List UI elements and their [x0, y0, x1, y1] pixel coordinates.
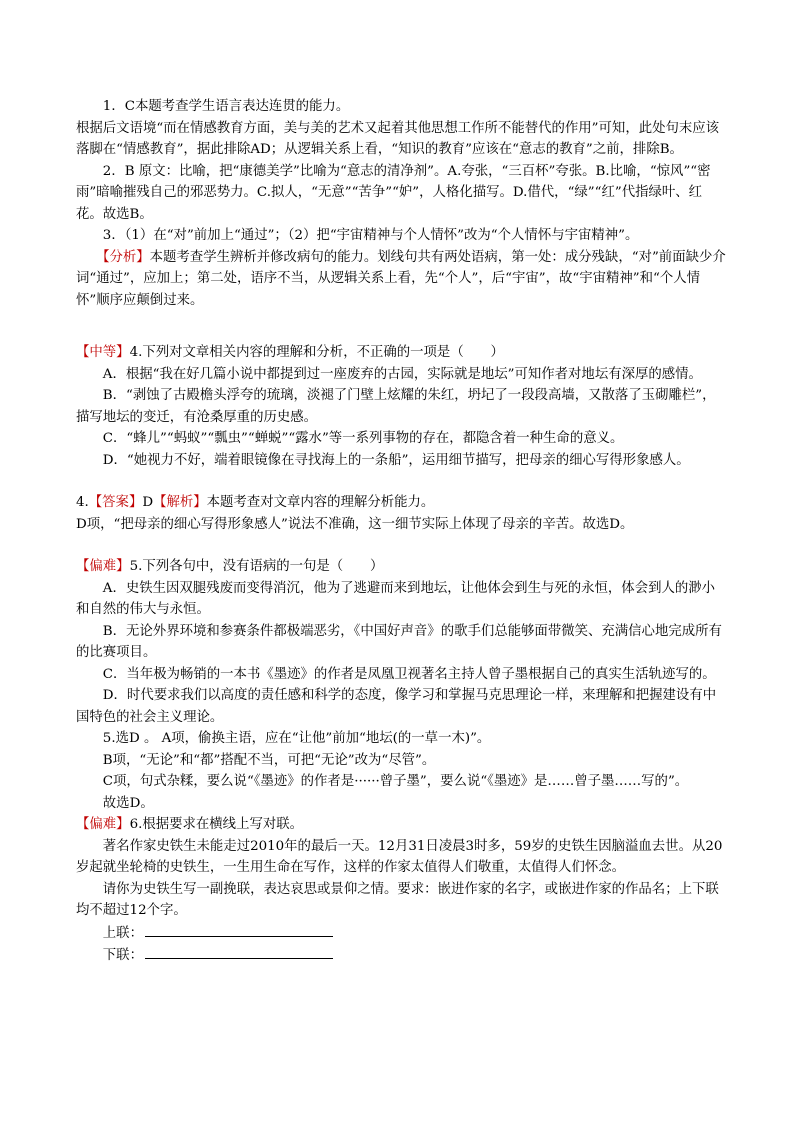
q5-option-b: B．无论外界环境和参赛条件都极端恶劣，《中国好声音》的歌手们总能够面带微笑、充满信心地完成所有的比赛项目。 [76, 623, 722, 660]
q1-letter: C [124, 99, 135, 114]
q2-number: 2． [102, 163, 125, 179]
q5-explain-c: C项，句式杂糅，要么说“《墨迹》的作者是······曾子墨”，要么说“《墨迹》是……曾子墨……写的”。 [102, 774, 689, 789]
q6-paragraph-2: 请你为史铁生写一副挽联，表达哀思或景仰之情。要求：嵌进作家的名字，或嵌进作家的作品名；上下联均不超过12个字。 [76, 881, 719, 918]
q5-conclusion: 故选D。 [102, 795, 154, 811]
q4-analysis-text: 本题考查对文章内容的理解分析能力。 [206, 495, 435, 510]
upper-couplet-blank[interactable] [145, 922, 333, 937]
q4-option-c: C．“蜂儿”“蚂蚁”“瓢虫”“蝉蜕”“露水”等一系列事物的存在，都隐含着一种生命的意义。 [102, 431, 624, 446]
q3-analysis [76, 247, 726, 312]
q4-explanation: D项，“把母亲的细心写得形象感人”说法不准确，这一细节实际上体现了母亲的辛苦。故选D。 [76, 516, 634, 532]
q4-analysis-tag: 【解析】 [153, 495, 207, 510]
lower-couplet-row [103, 944, 726, 967]
q5-explain-b: B项，“无论”和“都”搭配不当，可把“无论”改为“尽管”。 [102, 752, 436, 768]
q2-answer [76, 161, 726, 226]
q4-answer-tag: 【答案】 [88, 495, 143, 510]
q3-answer [76, 225, 726, 247]
q6-difficulty-tag: 【偏难】 [76, 817, 130, 832]
upper-couplet-row [103, 922, 726, 945]
q6-stem-text: 6.根据要求在横线上写对联。 [129, 817, 304, 832]
q2-text: 原文：比喻，把“康德美学”比喻为“意志的清净剂”。A.夸张，“三百杯”夸张。B.比喻，“惊风”“密雨”暗喻摧残自己的邪恶势力。C.拟人，“无意”“苦争”“妒”，人格化描写。D.借代，“绿”“红”代指绿叶、红花。故选B。 [76, 163, 711, 222]
lower-couplet-blank[interactable] [145, 944, 333, 959]
q4-option-b: B．“剥蚀了古殿檐头浮夸的琉璃，淡褪了门壁上炫耀的朱红，坍圮了一段段高墙，又散落了玉砌雕栏”，描写地坛的变迁，有沧桑厚重的历史感。 [76, 388, 716, 425]
q1-explanation: 根据后文语境“而在情感教育方面，美与美的艺术又起着其他思想工作所不能替代的作用”可知，此处句末应该落脚在“情感教育”，据此排除AD；从逻辑关系上看，“知识的教育”应该在“意志的教育”之前，排除B。 [76, 120, 720, 157]
q5-option-c: C．当年极为畅销的一本书《墨迹》的作者是凤凰卫视著名主持人曾子墨根据自己的真实生活轨迹写的。 [102, 666, 716, 682]
q5-stem-text: 5.下列各句中，没有语病的一句是（ ） [129, 559, 384, 574]
q4-answer [76, 492, 726, 514]
q3-number: 3． [102, 228, 125, 243]
spacer [76, 311, 726, 342]
document-page [76, 96, 726, 967]
q6-stem [76, 814, 726, 836]
q4-answer-letter: D [142, 495, 154, 510]
q1-number: 1． [102, 99, 125, 114]
q5-option-d: D．时代要求我们以高度的责任感和科学的态度，像学习和掌握马克思理论一样，来理解和把握建设有中国特色的社会主义理论。 [76, 688, 717, 725]
q4-option-a: A．根据“我在好几篇小说中都提到过一座废弃的古园，实际就是地坛”可知作者对地坛有深厚的感情。 [102, 366, 702, 382]
q1-text: 本题考查学生语言表达连贯的能力。 [134, 99, 350, 114]
q2-letter: B [124, 163, 135, 179]
q1-answer-line [76, 96, 726, 118]
q5-option-a: A．史铁生因双腿残废而变得消沉，他为了逃避而来到地坛，让他体会到生与死的永恒，体会到人的渺小和自然的伟大与永恒。 [76, 580, 716, 617]
q4-difficulty-tag: 【中等】 [76, 345, 130, 360]
q5-stem [76, 556, 726, 578]
q5-answer: 5.选D 。 A项，偷换主语，应在“让他”前加“地坛(的一草一木)”。 [102, 731, 491, 746]
upper-couplet-label: 上联： [102, 925, 143, 941]
spacer [76, 535, 726, 556]
q4-stem [76, 342, 726, 364]
q3-analysis-tag: 【分析】 [96, 249, 150, 265]
q4-option-d: D．“她视力不好，端着眼镜像在寻找海上的一条船”，运用细节描写，把母亲的细心写得形象感人。 [102, 452, 690, 468]
q5-difficulty-tag: 【偏难】 [76, 559, 130, 574]
q3-analysis-text: 本题考查学生辨析并修改病句的能力。划线句共有两处语病，第一处：成分残缺，“对”前面缺少介词“通过”，应加上；第二处，语序不当，从逻辑关系上看，先“个人”，后“宇宙”，故“宇宙精神”和“个人情怀”顺序应颠倒过来。 [76, 249, 726, 308]
spacer [76, 471, 726, 492]
q3-text: （1）在“对”前加上“通过”；（2）把“宇宙精神与个人情怀”改为“个人情怀与宇宙精神”。 [124, 228, 639, 243]
q4-stem-text: 4.下列对文章相关内容的理解和分析，不正确的一项是（ ） [129, 345, 504, 360]
q4-answer-prefix: 4. [76, 495, 89, 510]
lower-couplet-label: 下联： [102, 948, 143, 963]
q6-paragraph-1: 著名作家史铁生未能走过2010年的最后一天。12月31日凌晨3时多，59岁的史铁生因脑溢血去世。从20岁起就坐轮椅的史铁生，一生用生命在写作，这样的作家太值得人们敬重，太值得人们怀念。 [76, 838, 723, 875]
